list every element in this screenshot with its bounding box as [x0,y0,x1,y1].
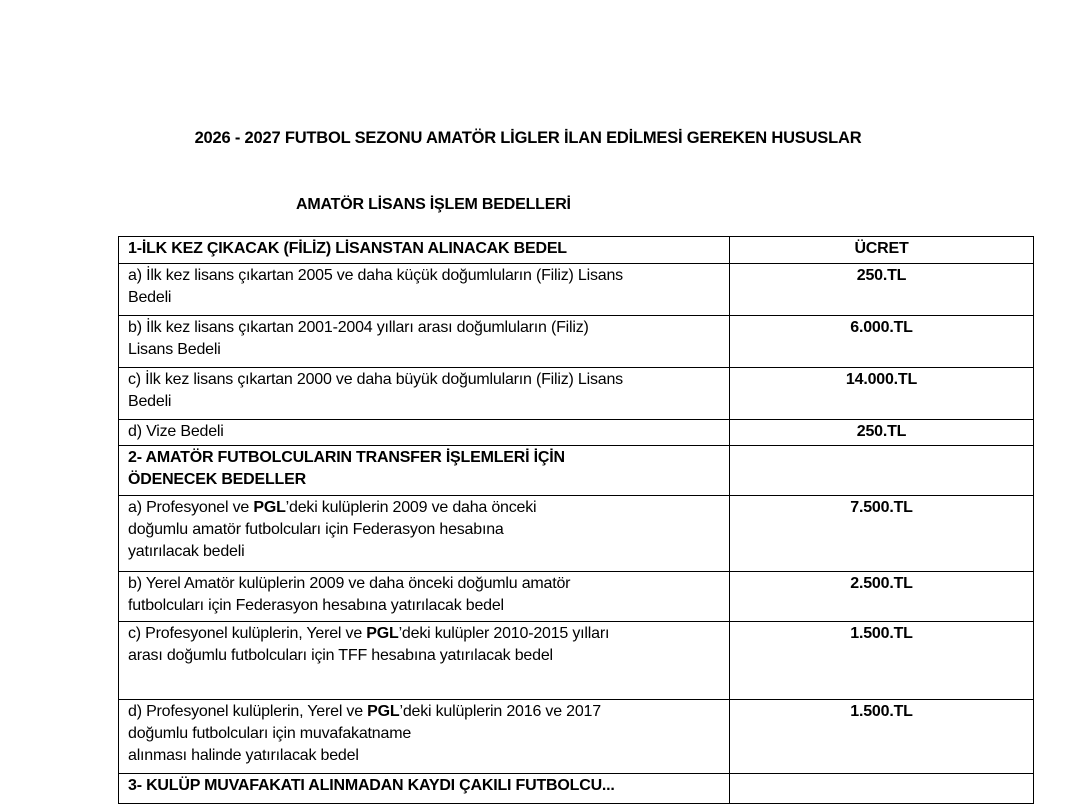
desc-part: d) Profesyonel kulüplerin, Yerel ve [128,703,368,720]
table-row [119,496,1034,572]
fee-price: 7.500.TL [730,496,1034,572]
fee-price: 14.000.TL [730,368,1034,420]
section2-title: 2- AMATÖR FUTBOLCULARIN TRANSFER İŞLEMLERİ İÇİN ÖDENECEK BEDELLER [119,446,730,496]
fee-price: 250.TL [730,420,1034,446]
section3-title: 3- KULÜP MUVAFAKATI ALINMADAN KAYDI ÇAKILI FUTBOLCU... [119,774,730,804]
fee-price: 250.TL [730,264,1034,316]
fee-price: 1.500.TL [730,622,1034,700]
table-row [119,420,1034,446]
desc-part: ’deki kulüpler 2010-2015 yılları arası doğumlu futbolcuları için TFF hesabına yatırılacak bedel [128,625,610,664]
table-row [119,622,1034,700]
desc-part: ’deki kulüplerin 2009 ve daha önceki doğumlu amatör futbolcuları için Federasyon hesabına yatırılacak bedeli [128,499,537,560]
table-row [119,572,1034,622]
fee-description: b) İlk kez lisans çıkartan 2001-2004 yılları arası doğumluların (Filiz) Lisans Bedeli [119,316,730,368]
section1-header-row [119,237,1034,264]
fee-description: c) İlk kez lisans çıkartan 2000 ve daha büyük doğumluların (Filiz) Lisans Bedeli [119,368,730,420]
fees-table [118,236,1034,804]
fee-price: 6.000.TL [730,316,1034,368]
pgl-label: PGL [367,703,400,720]
price-column-header: ÜCRET [730,237,1034,264]
fee-description [119,700,730,774]
fee-price: 2.500.TL [730,572,1034,622]
desc-part: a) Profesyonel ve [128,499,254,516]
fee-description [119,622,730,700]
section2-price-empty [730,446,1034,496]
desc-part: ’deki kulüplerin 2016 ve 2017 doğumlu futbolcuları için muvafakatname alınması halinde yatırılacak bedel [128,703,601,764]
fee-description: a) İlk kez lisans çıkartan 2005 ve daha küçük doğumluların (Filiz) Lisans Bedeli [119,264,730,316]
table-row [119,368,1034,420]
section1-title: 1-İLK KEZ ÇIKACAK (FİLİZ) LİSANSTAN ALINACAK BEDEL [119,237,730,264]
table-row [119,316,1034,368]
table-row [119,700,1034,774]
section2-header-row [119,446,1034,496]
section3-price-empty [730,774,1034,804]
fee-description [119,496,730,572]
section3-header-row [119,774,1034,804]
table-row [119,264,1034,316]
document-subtitle: AMATÖR LİSANS İŞLEM BEDELLERİ [296,196,571,213]
fee-description: d) Vize Bedeli [119,420,730,446]
fee-description: b) Yerel Amatör kulüplerin 2009 ve daha önceki doğumlu amatör futbolcuları için Federasyon hesabına yatırılacak bedel [119,572,730,622]
pgl-label: PGL [366,625,399,642]
pgl-label: PGL [253,499,286,516]
document-title: 2026 - 2027 FUTBOL SEZONU AMATÖR LİGLER İLAN EDİLMESİ GEREKEN HUSUSLAR [194,129,862,147]
desc-part: c) Profesyonel kulüplerin, Yerel ve [128,625,367,642]
fee-price: 1.500.TL [730,700,1034,774]
